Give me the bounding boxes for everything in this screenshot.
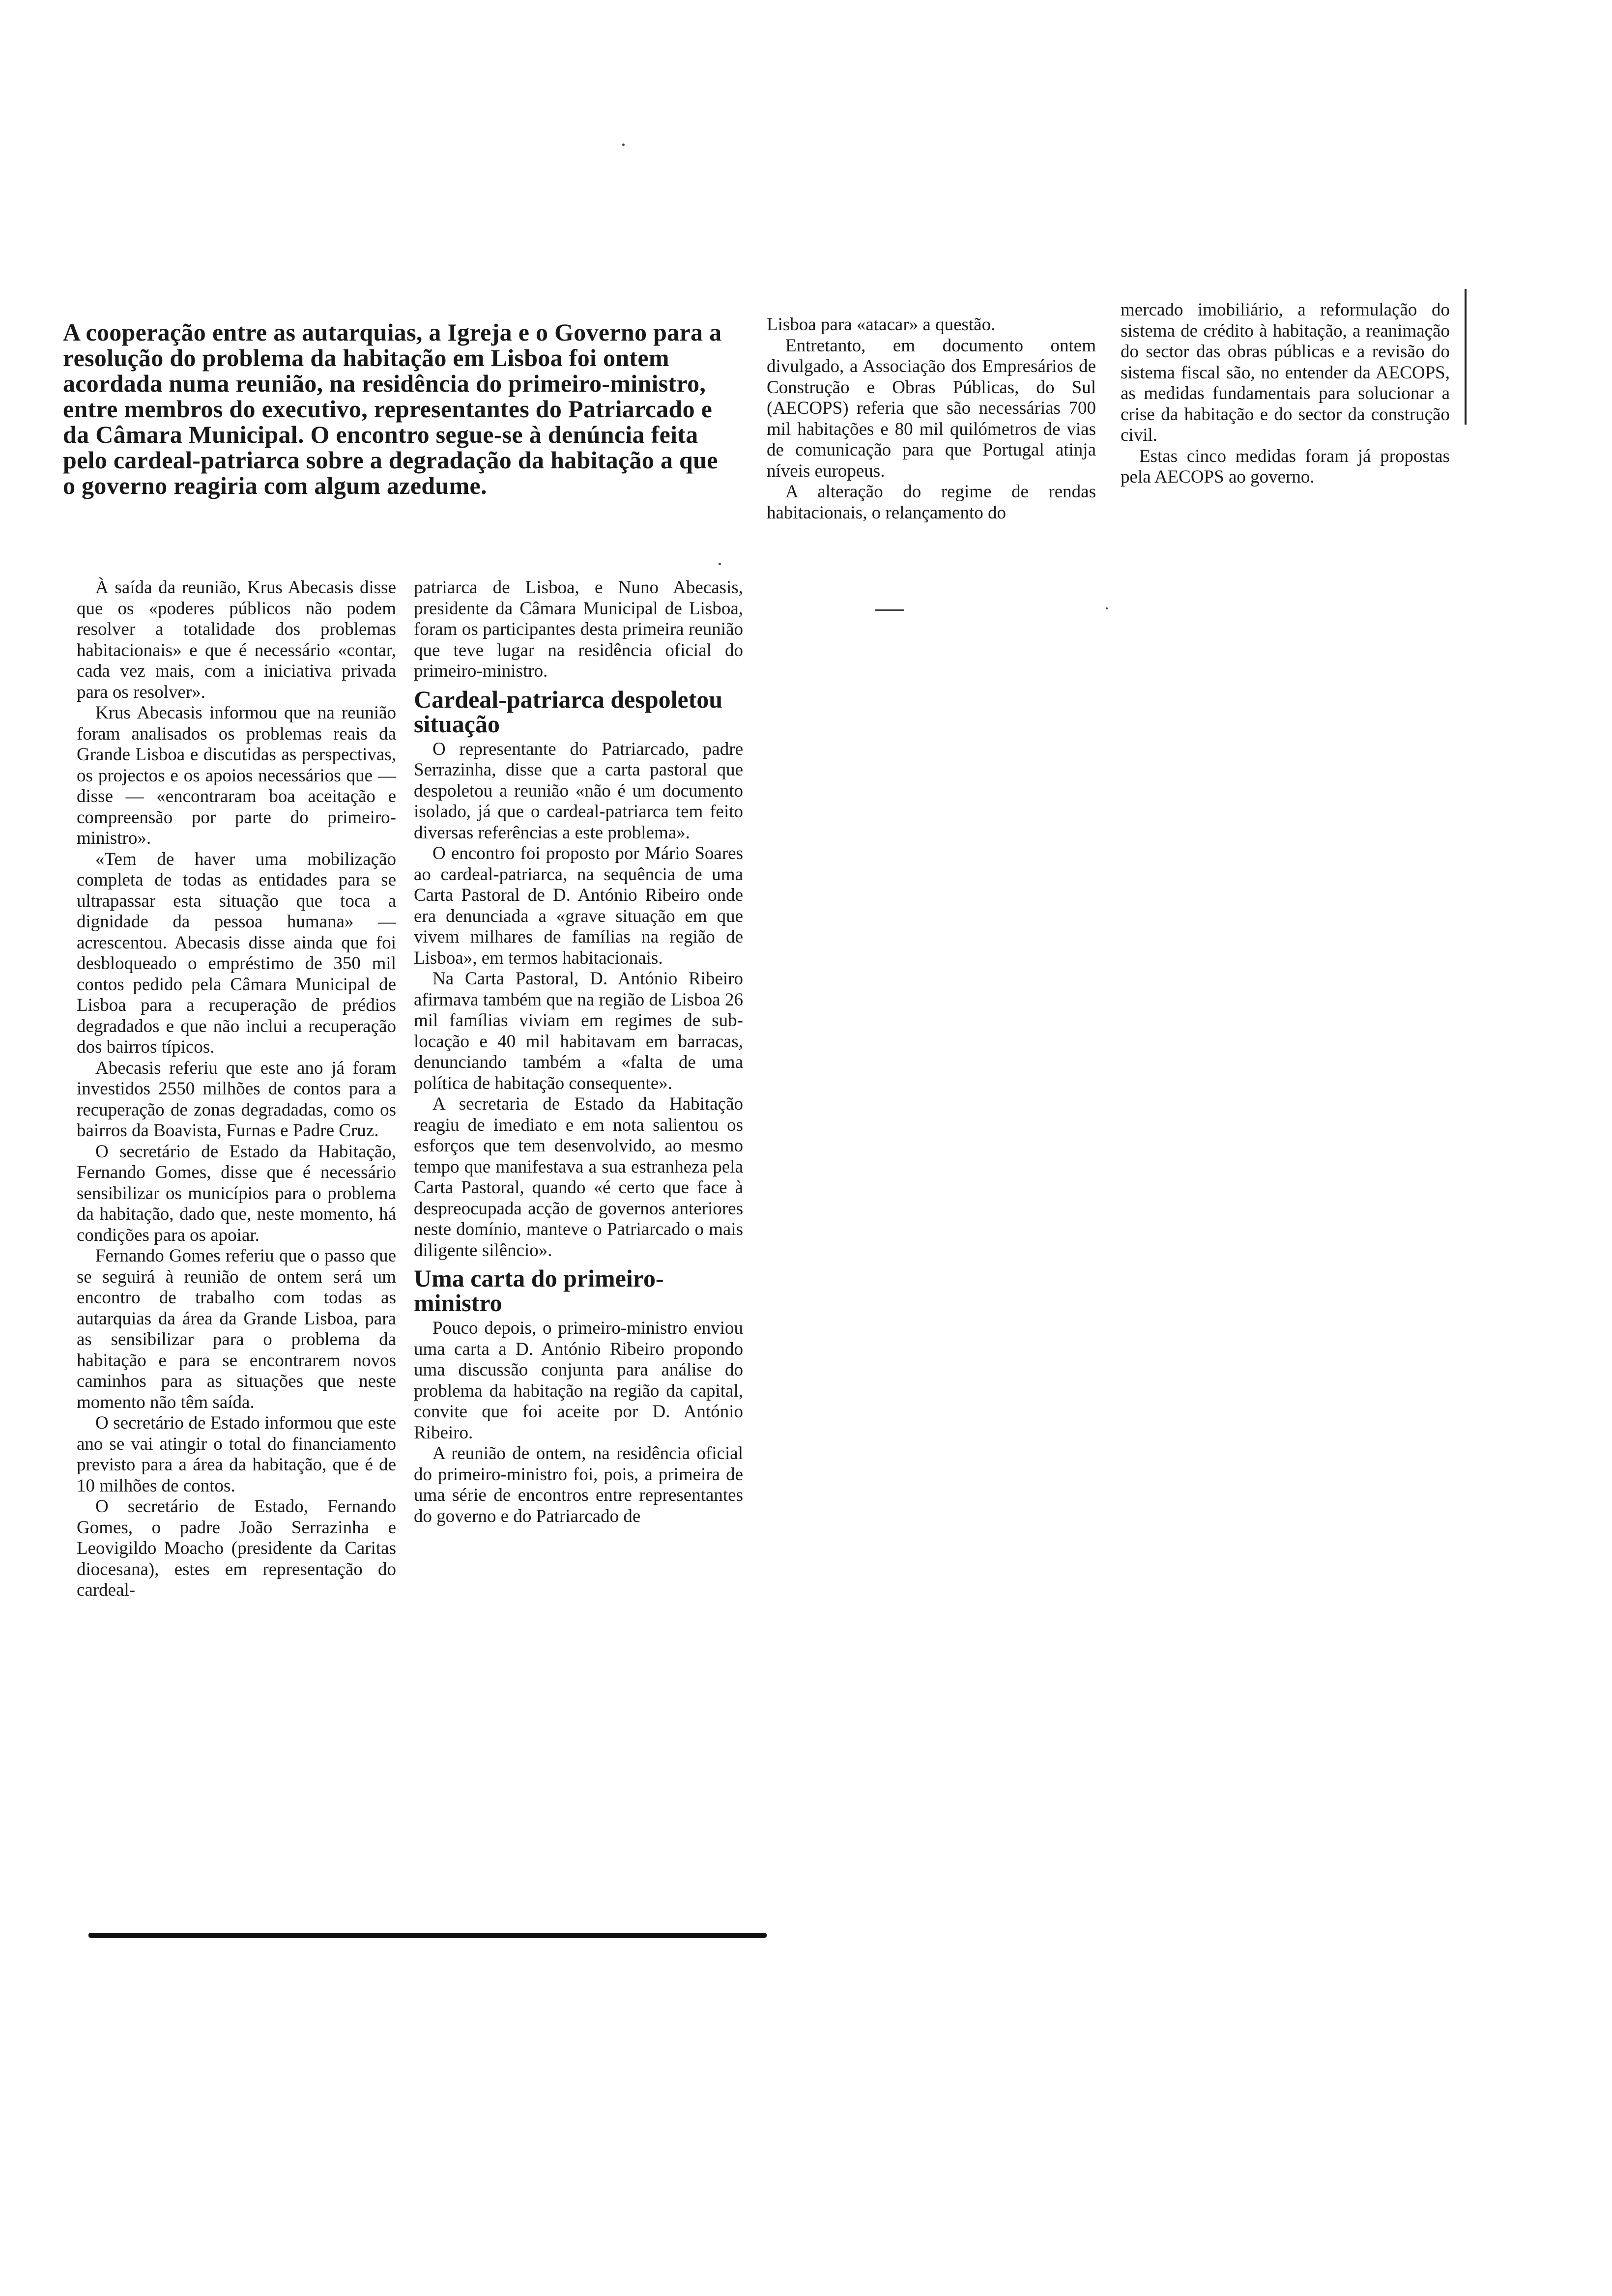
paragraph: Pouco depois, o primeiro-ministro enviou uma carta a D. António Ribeiro propondo uma discussão conjunta para análise do problema da habitação na região da capital, convite que foi aceite por D. António Ribeiro. <box>414 1318 743 1443</box>
column-1 <box>77 577 396 1601</box>
scan-speck <box>622 144 625 146</box>
subheading-uma-carta: Uma carta do primeiro-ministro <box>414 1264 664 1317</box>
scan-speck <box>719 563 721 565</box>
paragraph: O encontro foi proposto por Mário Soares ao cardeal-patriarca, na sequência de uma Carta Pastoral de D. António Ribeiro onde era denunciada a «grave situação em que vivem milhares de famílias na região de Lisboa», em termos habitacionais. <box>414 843 743 968</box>
paragraph: A secretaria de Estado da Habitação reagiu de imediato e em nota salientou os esforços que tem desenvolvido, ao mesmo tempo que manifestava a sua estranheza pela Carta Pastoral, quando «é certo que face à despreocupada acção de governos anteriores neste domínio, manteve o Patriarcado o mais diligente silêncio». <box>414 1094 743 1261</box>
paragraph: Abecasis referiu que este ano já foram investidos 2550 milhões de contos para a recuperação de zonas degradadas, como os bairros da Boavista, Furnas e Padre Cruz. <box>77 1058 396 1141</box>
right-margin-rule <box>1465 289 1467 425</box>
paragraph: Lisboa para «atacar» a questão. <box>767 315 996 335</box>
bottom-rule <box>88 1933 767 1938</box>
paragraph: Na Carta Pastoral, D. António Ribeiro afirmava também que na região de Lisboa 26 mil famílias viviam em regimes de sub-locação e 40 mil habitavam em barracas, denunciando também a «falta de uma política de habitação consequente». <box>414 969 743 1093</box>
paragraph: Krus Abecasis informou que na reunião foram analisados os problemas reais da Grande Lisboa e discutidas as perspectivas, os projectos e os apoios necessários que — disse — «encontraram boa aceitação e compreensão por parte do primeiro-ministro». <box>77 703 396 848</box>
column-2 <box>414 577 743 1527</box>
scan-speck <box>1106 607 1108 609</box>
paragraph: patriarca de Lisboa, e Nuno Abecasis, presidente da Câmara Municipal de Lisboa, foram os participantes desta primeira reunião que teve lugar na residência oficial do primeiro-ministro. <box>414 577 743 681</box>
column-3 <box>767 315 1096 523</box>
paragraph: «Tem de haver uma mobilização completa de todas as entidades para se ultrapassar esta situação que toca a dignidade da pessoa humana» — acrescentou. Abecasis disse ainda que foi desbloqueado o empréstimo de 350 mil contos pedido pela Câmara Municipal de Lisboa para a recuperação de prédios degradados e que não inclui a recuperação dos bairros típicos. <box>77 849 396 1057</box>
paragraph: Fernando Gomes referiu que o passo que se seguirá à reunião de ontem será um encontro de trabalho com todas as autarquias da área da Grande Lisboa, para as sensibilizar para o problema da habitação e para se encontrarem novos caminhos para as situações que neste momento não têm saída. <box>77 1246 396 1412</box>
paragraph: O secretário de Estado, Fernando Gomes, o padre João Serrazinha e Leovigildo Moacho (presidente da Caritas diocesana), estes em representação do cardeal- <box>77 1496 396 1600</box>
paragraph: O secretário de Estado da Habitação, Fernando Gomes, disse que é necessário sensibilizar os municípios para o problema da habitação, dado que, neste momento, há condições para os apoiar. <box>77 1141 396 1245</box>
paragraph: O representante do Patriarcado, padre Serrazinha, disse que a carta pastoral que despoletou a reunião «não é um documento isolado, já que o cardeal-patriarca tem feito diversas referências a este problema». <box>414 739 743 843</box>
paragraph: Estas cinco medidas foram já propostas pela AECOPS ao governo. <box>1121 446 1450 487</box>
paragraph: A reunião de ontem, na residência oficial do primeiro-ministro foi, pois, a primeira de uma série de encontros entre representantes do governo e do Patriarcado de <box>414 1443 743 1526</box>
paragraph: mercado imobiliário, a reformulação do sistema de crédito à habitação, a reanimação do sector das obras públicas e a revisão do sistema fiscal são, no entender da AECOPS, as medidas fundamentais para solucionar a crise da habitação e do sector da construção civil. <box>1121 300 1450 445</box>
paragraph: À saída da reunião, Krus Abecasis disse que os «poderes públicos não podem resolver a totalidade dos problemas habitacionais» e que é necessário «contar, cada vez mais, com a iniciativa privada para os resolver». <box>77 577 396 702</box>
scan-speck <box>875 609 904 611</box>
subheading-cardeal-patriarca: Cardeal-patriarca despoletou situação <box>414 685 723 738</box>
paragraph: O secretário de Estado informou que este ano se vai atingir o total do financiamento previsto para a área da habitação, que é de 10 milhões de contos. <box>77 1413 396 1496</box>
article-lead: A cooperação entre as autarquias, a Igreja e o Governo para a resolução do problema da habitação em Lisboa foi ontem acordada numa reunião, na residência do primeiro-ministro, entre membros do executivo, representantes do Patriarcado e da Câmara Municipal. O encontro segue-se à denúncia feita pelo cardeal-patriarca sobre a degradação da habitação a que o governo reagiria com algum azedume. <box>63 318 722 499</box>
column-4 <box>1121 300 1450 488</box>
paragraph: Entretanto, em documento ontem divulgado, a Associação dos Empresários de Construção e Obras Públicas, do Sul (AECOPS) referia que são necessárias 700 mil habitações e 80 mil quilómetros de vias de comunicação para que Portugal atinja níveis europeus. <box>767 335 1096 481</box>
paragraph: A alteração do regime de rendas habitacionais, o relançamento do <box>767 482 1096 523</box>
